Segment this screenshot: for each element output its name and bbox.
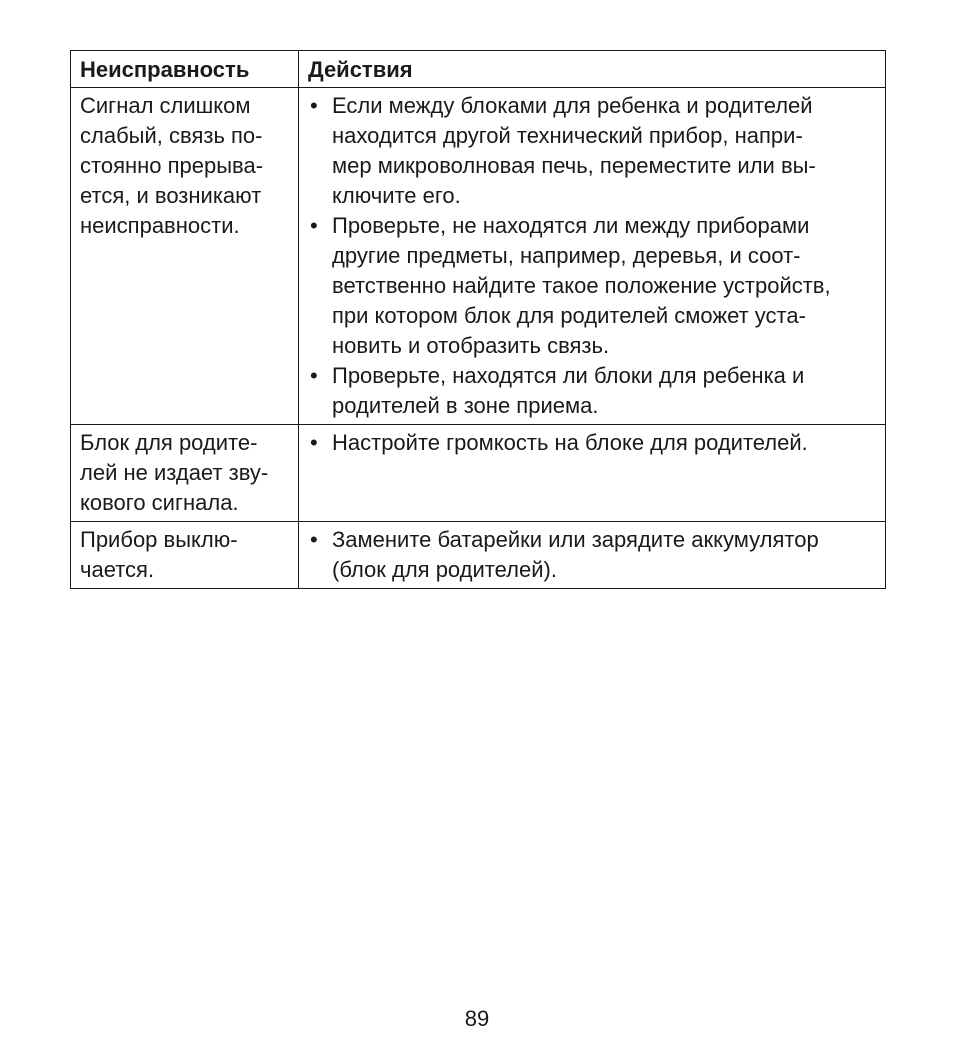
action-item [308,91,877,211]
actions-cell [299,522,886,589]
actions-list [308,428,877,458]
action-text: Настройте громкость на блоке для родителей. [332,430,808,455]
problem-text: Сигнал слишком слабый, связь по- стоянно прерыва- ется, и возникают неисправности. [80,93,264,238]
problem-cell [71,88,299,425]
action-item [308,525,877,585]
table-row [71,88,886,425]
page-number: 89 [464,1006,490,1031]
problem-text: Блок для родите- лей не издает зву- кового сигнала. [80,430,269,515]
problem-cell [71,425,299,522]
actions-cell [299,425,886,522]
action-text: Замените батарейки или зарядите аккумулятор (блок для родителей). [332,527,819,582]
action-text: Если между блоками для ребенка и родителей находится другой технический прибор, напри- мер микроволновая печь, переместите или вы- ключите его. [332,93,816,208]
problem-cell [71,522,299,589]
table-header-row [71,51,886,88]
problem-text: Прибор выклю- чается. [80,527,238,582]
action-text: Проверьте, находятся ли блоки для ребенка и родителей в зоне приема. [332,363,805,418]
bullet-icon: • [310,213,318,238]
action-item [308,428,877,458]
actions-cell [299,88,886,425]
actions-list [308,91,877,421]
table-row [71,522,886,589]
bullet-icon: • [310,363,318,388]
bullet-icon: • [310,93,318,118]
bullet-icon: • [310,527,318,552]
troubleshooting-table [70,50,886,589]
bullet-icon: • [310,430,318,455]
actions-list [308,525,877,585]
action-text: Проверьте, не находятся ли между приборами другие предметы, например, деревья, и соот- ветственно найдите такое положение устройств, при котором блок для родителей сможет уста- новить и отобразить связь. [332,213,831,358]
action-item [308,361,877,421]
header-actions: Действия [299,51,886,88]
action-item [308,211,877,361]
header-problem: Неисправность [71,51,299,88]
table-row [71,425,886,522]
